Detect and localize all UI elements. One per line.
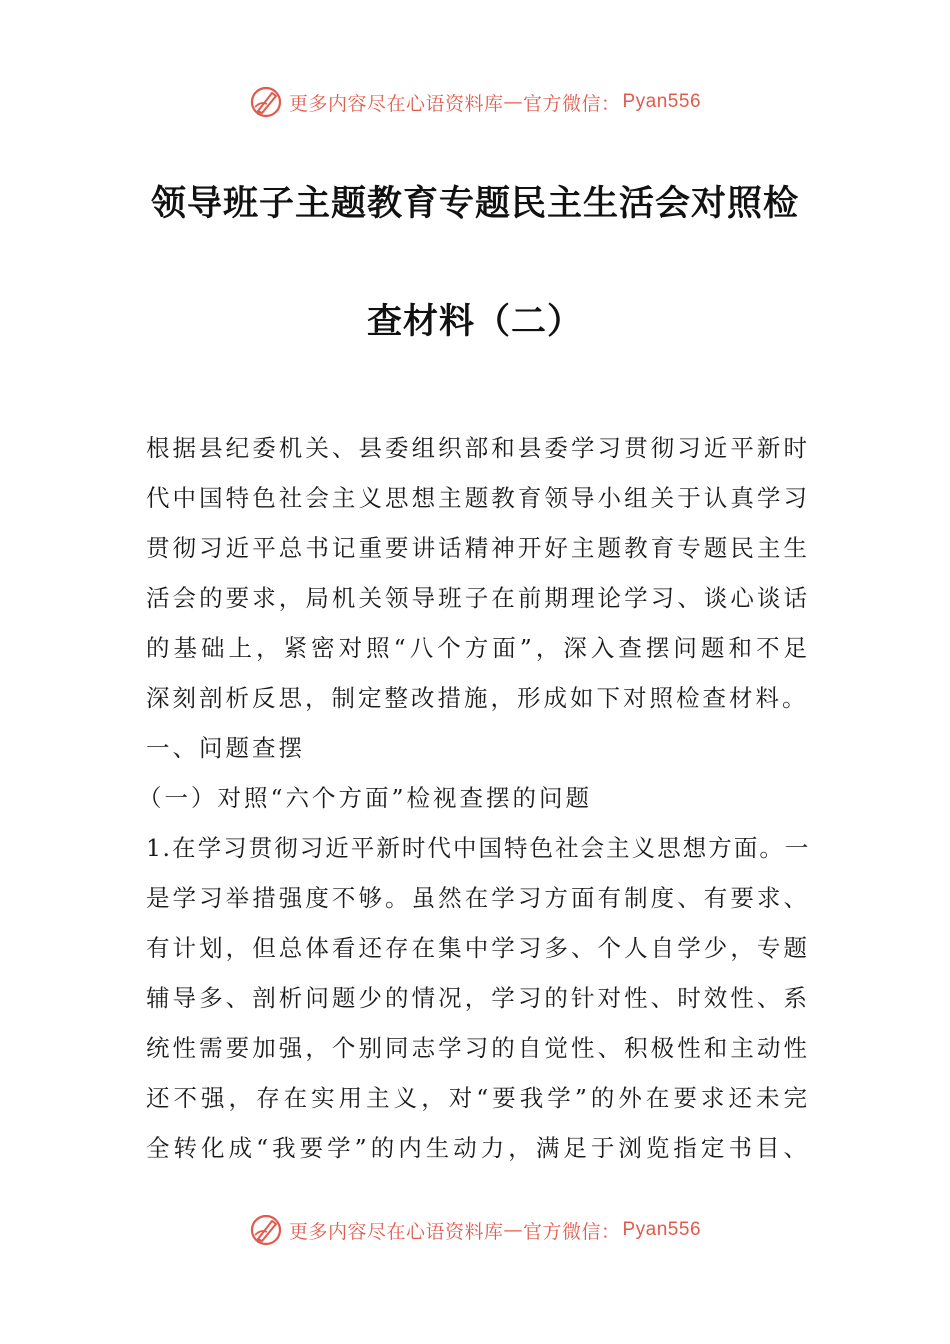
body-line: 统性需要加强，个别同志学习的自觉性、积极性和主动性	[146, 1034, 810, 1062]
banner-dash: —	[503, 91, 523, 113]
body-line: 的基础上，紧密对照“八个方面”，深入查摆问题和不足	[146, 634, 810, 662]
body-line: 代中国特色社会主义思想主题教育领导小组关于认真学习	[146, 484, 810, 512]
pen-logo-icon	[249, 85, 283, 119]
body-line: 活会的要求，局机关领导班子在前期理论学习、谈心谈话	[146, 584, 810, 612]
banner-wechat-label: 官方微信：	[522, 92, 621, 115]
watermark-banner-top	[0, 82, 950, 122]
banner-dash: —	[503, 1219, 523, 1241]
banner-brand-text: 更多内容尽在心语资料库	[288, 1220, 504, 1243]
section-heading: 一、问题查摆	[146, 734, 305, 762]
body-line: 全转化成“我要学”的内生动力，满足于浏览指定书目、	[146, 1134, 810, 1162]
document-body	[138, 423, 810, 1173]
subsection-heading: （一）对照“六个方面”检视查摆的问题	[138, 784, 593, 812]
body-line: 是学习举措强度不够。虽然在学习方面有制度、有要求、	[146, 884, 810, 912]
body-line: 贯彻习近平总书记重要讲话精神开好主题教育专题民主生	[146, 534, 810, 562]
watermark-banner-bottom	[0, 1210, 950, 1250]
banner-wechat-id: Pyan556	[622, 1219, 702, 1240]
body-line: 还不强，存在实用主义，对“要我学”的外在要求还未完	[146, 1084, 810, 1112]
body-line: 有计划，但总体看还存在集中学习多、个人自学少，专题	[146, 934, 810, 962]
body-line: 1.在学习贯彻习近平新时代中国特色社会主义思想方面。一	[146, 834, 810, 862]
document-title-line-2: 查材料（二）	[366, 302, 583, 342]
body-line: 根据县纪委机关、县委组织部和县委学习贯彻习近平新时	[146, 434, 810, 462]
banner-wechat-label: 官方微信：	[522, 1220, 621, 1243]
banner-brand-text: 更多内容尽在心语资料库	[288, 92, 504, 115]
banner-wechat-id: Pyan556	[622, 91, 702, 112]
body-line: 辅导多、剖析问题少的情况，学习的针对性、时效性、系	[146, 984, 810, 1012]
pen-logo-icon	[249, 1213, 283, 1247]
body-line: 深刻剖析反思，制定整改措施，形成如下对照检查材料。	[146, 684, 809, 712]
document-title-line-1: 领导班子主题教育专题民主生活会对照检	[150, 184, 799, 224]
